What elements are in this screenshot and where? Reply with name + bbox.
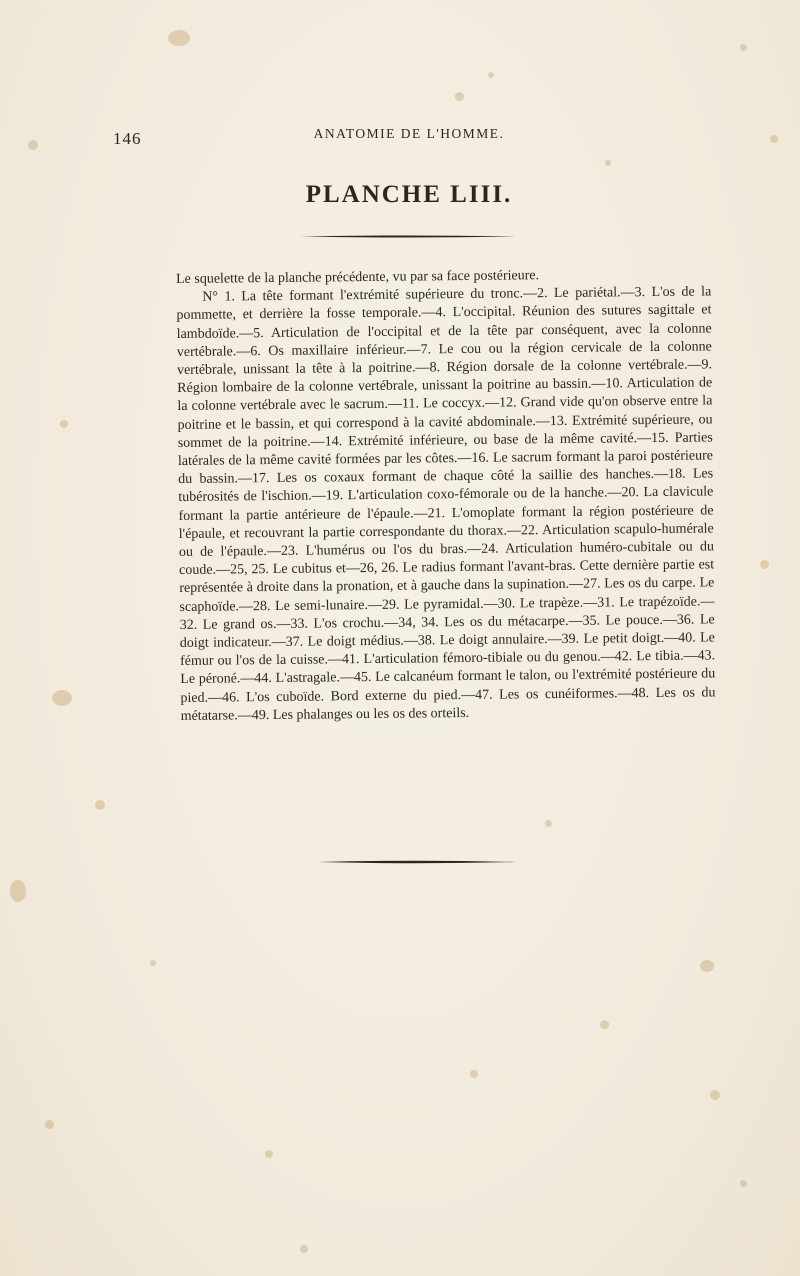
foxing-spot	[265, 1150, 273, 1158]
page-number: 146	[113, 129, 142, 148]
plate-title: PLANCHE LIII.	[305, 181, 513, 208]
legend-intro: Le squelette de la planche précédente, vu par sa face postérieure.	[176, 268, 540, 287]
foxing-spot	[710, 1090, 720, 1100]
foxing-spot	[60, 420, 68, 428]
foxing-spot	[10, 880, 26, 902]
foxing-spot	[300, 1245, 308, 1253]
closing-rule	[318, 860, 516, 864]
foxing-spot	[600, 1020, 609, 1029]
foxing-spot	[760, 560, 769, 569]
foxing-spot	[488, 72, 494, 78]
foxing-spot	[168, 30, 190, 46]
foxing-spot	[150, 960, 156, 966]
foxing-spot	[740, 44, 747, 51]
foxing-spot	[545, 820, 552, 827]
foxing-spot	[52, 690, 72, 706]
foxing-spot	[455, 92, 464, 101]
ornamental-rule	[300, 235, 515, 238]
legend-entries: N° 1. La tête formant l'extrémité supérieure du tronc.—2. Le pariétal.—3. L'os de la pommette, et derrière la fosse temporale.—4. L'occipital. Réunion des sutures sagittale et lambdoïde.—5. Articulation de l'occipital et de la tête par conséquent, avec la colonne vertébrale.—6. Os maxillaire inférieur.—7. Le cou ou la région cervicale de la colonne vertébrale, unissant la tête à la poitrine.—8. Région dorsale de la colonne vertébrale.—9. Région lombaire de la colonne vertébrale, unissant la poitrine au bassin.—10. Articulation de la colonne vertébrale avec le sacrum.—11. Le coccyx.—12. Grand vide qu'on observe entre la poitrine et le bassin, et qui correspond à la cavité abdominale.—13. Extrémité supérieure, ou sommet de la poitrine.—14. Extrémité inférieure, ou base de la même cavité.—15. Parties latérales de la même cavité formées par les côtes.—16. Le sacrum formant la paroi postérieure du bassin.—17. Les os coxaux formant de chaque côté la saillie des hanches.—18. Les tubérosités de l'ischion.—19. L'articulation coxo-fémorale ou de la hanche.—20. La clavicule formant la partie antérieure de l'épaule.—21. L'omoplate formant la région postérieure de l'épaule, et recouvrant la partie correspondante du thorax.—22. Articulation scapulo-humérale ou de l'épaule.—23. L'humérus ou l'os du bras.—24. Articulation huméro-cubitale ou du coude.—25, 25. Le cubitus et—26, 26. Le radius formant l'avant-bras. Cette dernière partie est représentée à droite dans la pronation, et à gauche dans la supination.—27. Les os du carpe. Le scaphoïde.—28. Le semi-lunaire.—29. Le pyramidal.—30. Le trapèze.—31. Le trapézoïde.—32. Le grand os.—33. L'os crochu.—34, 34. Les os du métacarpe.—35. Le pouce.—36. Le doigt indicateur.—37. Le doigt médius.—38. Le doigt annulaire.—39. Le petit doigt.—40. Le fémur ou l'os de la cuisse.—41. L'articulation fémoro-tibiale ou du genou.—42. Le tibia.—43. Le péroné.—44. L'astragale.—45. Le calcanéum formant le talon, ou l'extrémité postérieure du pied.—46. L'os cuboïde. Bord externe du pied.—47. Les os cunéiformes.—48. Les os du métatarse.—49. Les phalanges ou les os des orteils.	[176, 284, 716, 724]
plate-legend	[176, 265, 716, 726]
foxing-spot	[740, 1180, 747, 1187]
foxing-spot	[470, 1070, 478, 1078]
foxing-spot	[45, 1120, 54, 1129]
running-title: ANATOMIE DE L'HOMME.	[313, 126, 505, 141]
foxing-spot	[605, 160, 611, 166]
foxing-spot	[95, 800, 105, 810]
foxing-spot	[700, 960, 714, 972]
